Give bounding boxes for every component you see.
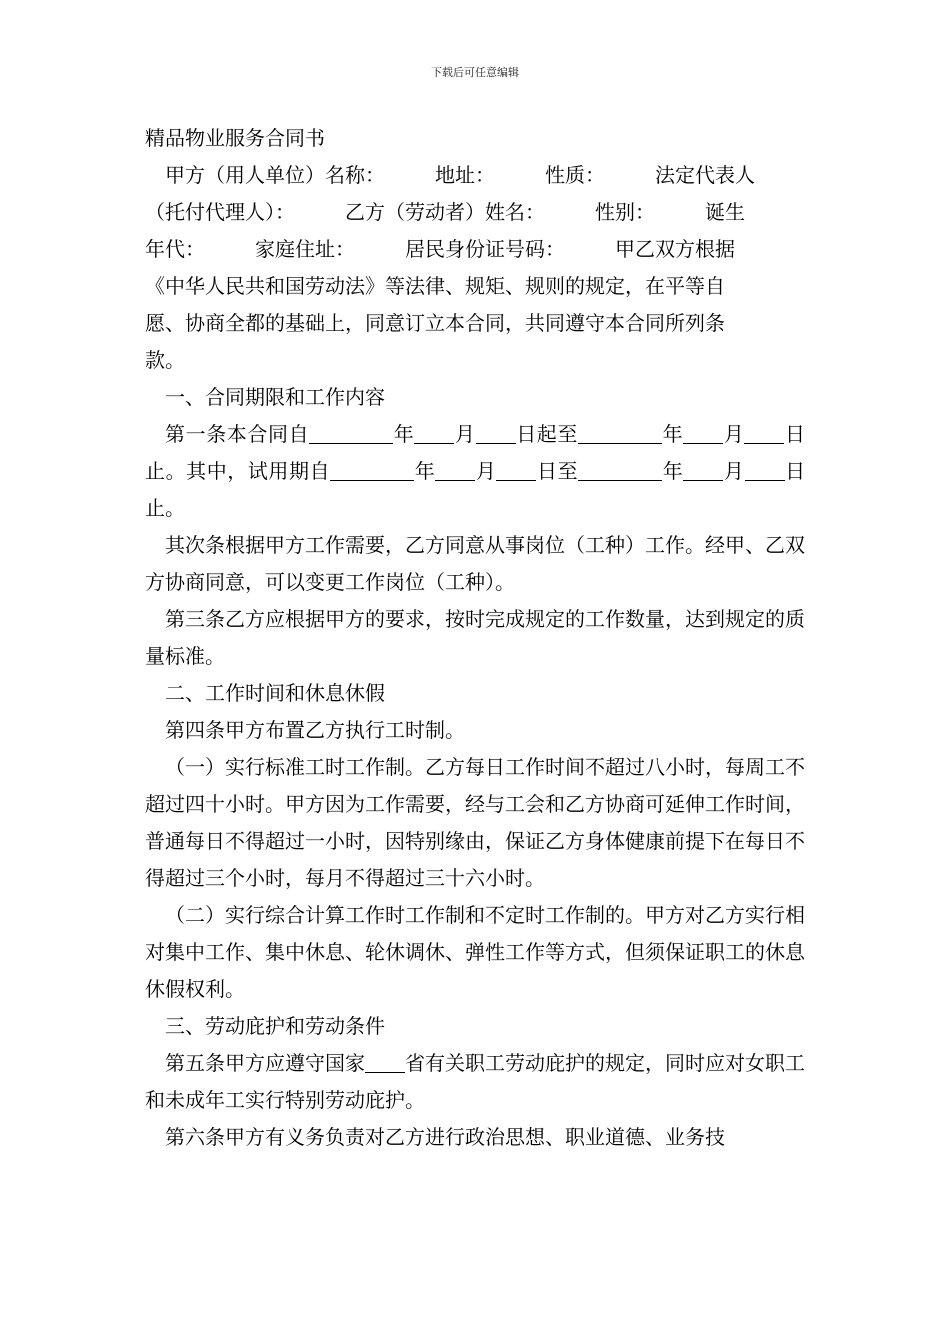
blank-start-day[interactable]: [476, 421, 516, 444]
article-2: 其次条根据甲方工作需要，乙方同意从事岗位（工种）工作。经甲、乙双方协商同意，可以变更工作岗位（工种）。: [145, 533, 805, 594]
intro-line-6: 款。: [145, 348, 185, 372]
section-3-heading: 三、劳动庇护和劳动条件: [165, 1014, 385, 1038]
section-1-heading: 一、合同期限和工作内容: [165, 385, 385, 409]
article-5-start: 第五条甲方应遵守国家: [165, 1051, 365, 1075]
month-label: 月: [723, 422, 745, 446]
clause-1: （一）实行标准工时工作制。乙方每日工作时间不超过八小时，每周工不超过四十小时。甲方因为工作需要，经与工会和乙方协商可延伸工作时间，普通每日不得超过一小时，因特别缘由，保证乙方身体健康前提下在每日不得超过三个小时，每月不得超过三十六小时。: [145, 755, 805, 890]
article-5: [145, 1045, 805, 1119]
month-label: 月: [475, 459, 497, 483]
to-label: 日至: [536, 459, 579, 483]
blank-end-year[interactable]: [578, 421, 662, 444]
intro-line-2: （托付代理人）： 乙方（劳动者）姓名： 性别： 诞生: [145, 200, 745, 224]
year-label: 年: [662, 422, 684, 446]
clause-2: （二）实行综合计算工作时工作制和不定时工作制的。甲方对乙方实行相对集中工作、集中休息、轮休调休、弹性工作等方式，但须保证职工的休息休假权利。: [145, 903, 805, 1001]
blank-probation-end-month[interactable]: [683, 458, 723, 481]
article-1-start: 第一条本合同自: [165, 422, 310, 446]
article-4: 第四条甲方布置乙方执行工时制。: [165, 718, 465, 742]
year-label: 年: [414, 459, 436, 483]
year-label: 年: [393, 422, 415, 446]
year-label: 年: [662, 459, 684, 483]
intro-line-3: 年代： 家庭住址： 居民身份证号码： 甲乙双方根据: [145, 237, 735, 261]
header-note: 下载后可任意编辑: [431, 66, 519, 79]
blank-end-month[interactable]: [683, 421, 723, 444]
blank-end-day[interactable]: [744, 421, 784, 444]
section-2-heading: 二、工作时间和休息休假: [165, 681, 385, 705]
blank-start-year[interactable]: [309, 421, 393, 444]
article-1: [145, 416, 805, 527]
blank-probation-end-year[interactable]: [578, 458, 662, 481]
month-label: 月: [454, 422, 476, 446]
blank-probation-start-year[interactable]: [330, 458, 414, 481]
blank-province[interactable]: [365, 1050, 405, 1073]
until-label: 日止。其中，试用期自: [145, 422, 806, 483]
blank-probation-start-month[interactable]: [435, 458, 475, 481]
document-title: 精品物业服务合同书: [145, 126, 325, 150]
article-3: 第三条乙方应根据甲方的要求，按时完成规定的工作数量，达到规定的质量标准。: [145, 607, 805, 668]
intro-line-1: 甲方（用人单位）名称： 地址： 性质： 法定代表人: [165, 163, 755, 187]
article-5-end: 省有关职工劳动庇护的规定，同时应对女职工和未成年工实行特别劳动庇护。: [145, 1051, 805, 1112]
blank-start-month[interactable]: [414, 421, 454, 444]
article-6: 第六条甲方有义务负责对乙方进行政治思想、职业道德、业务技: [165, 1125, 725, 1149]
end-label: 日止。: [145, 459, 806, 520]
from-label: 日起至: [515, 422, 579, 446]
blank-probation-start-day[interactable]: [496, 458, 536, 481]
intro-line-5: 愿、协商全都的基础上，同意订立本合同，共同遵守本合同所列条: [145, 311, 725, 335]
month-label: 月: [723, 459, 745, 483]
blank-probation-end-day[interactable]: [745, 458, 785, 481]
intro-line-4: 《中华人民共和国劳动法》等法律、规矩、规则的规定，在平等自: [145, 274, 725, 298]
document-body: [145, 120, 805, 1156]
